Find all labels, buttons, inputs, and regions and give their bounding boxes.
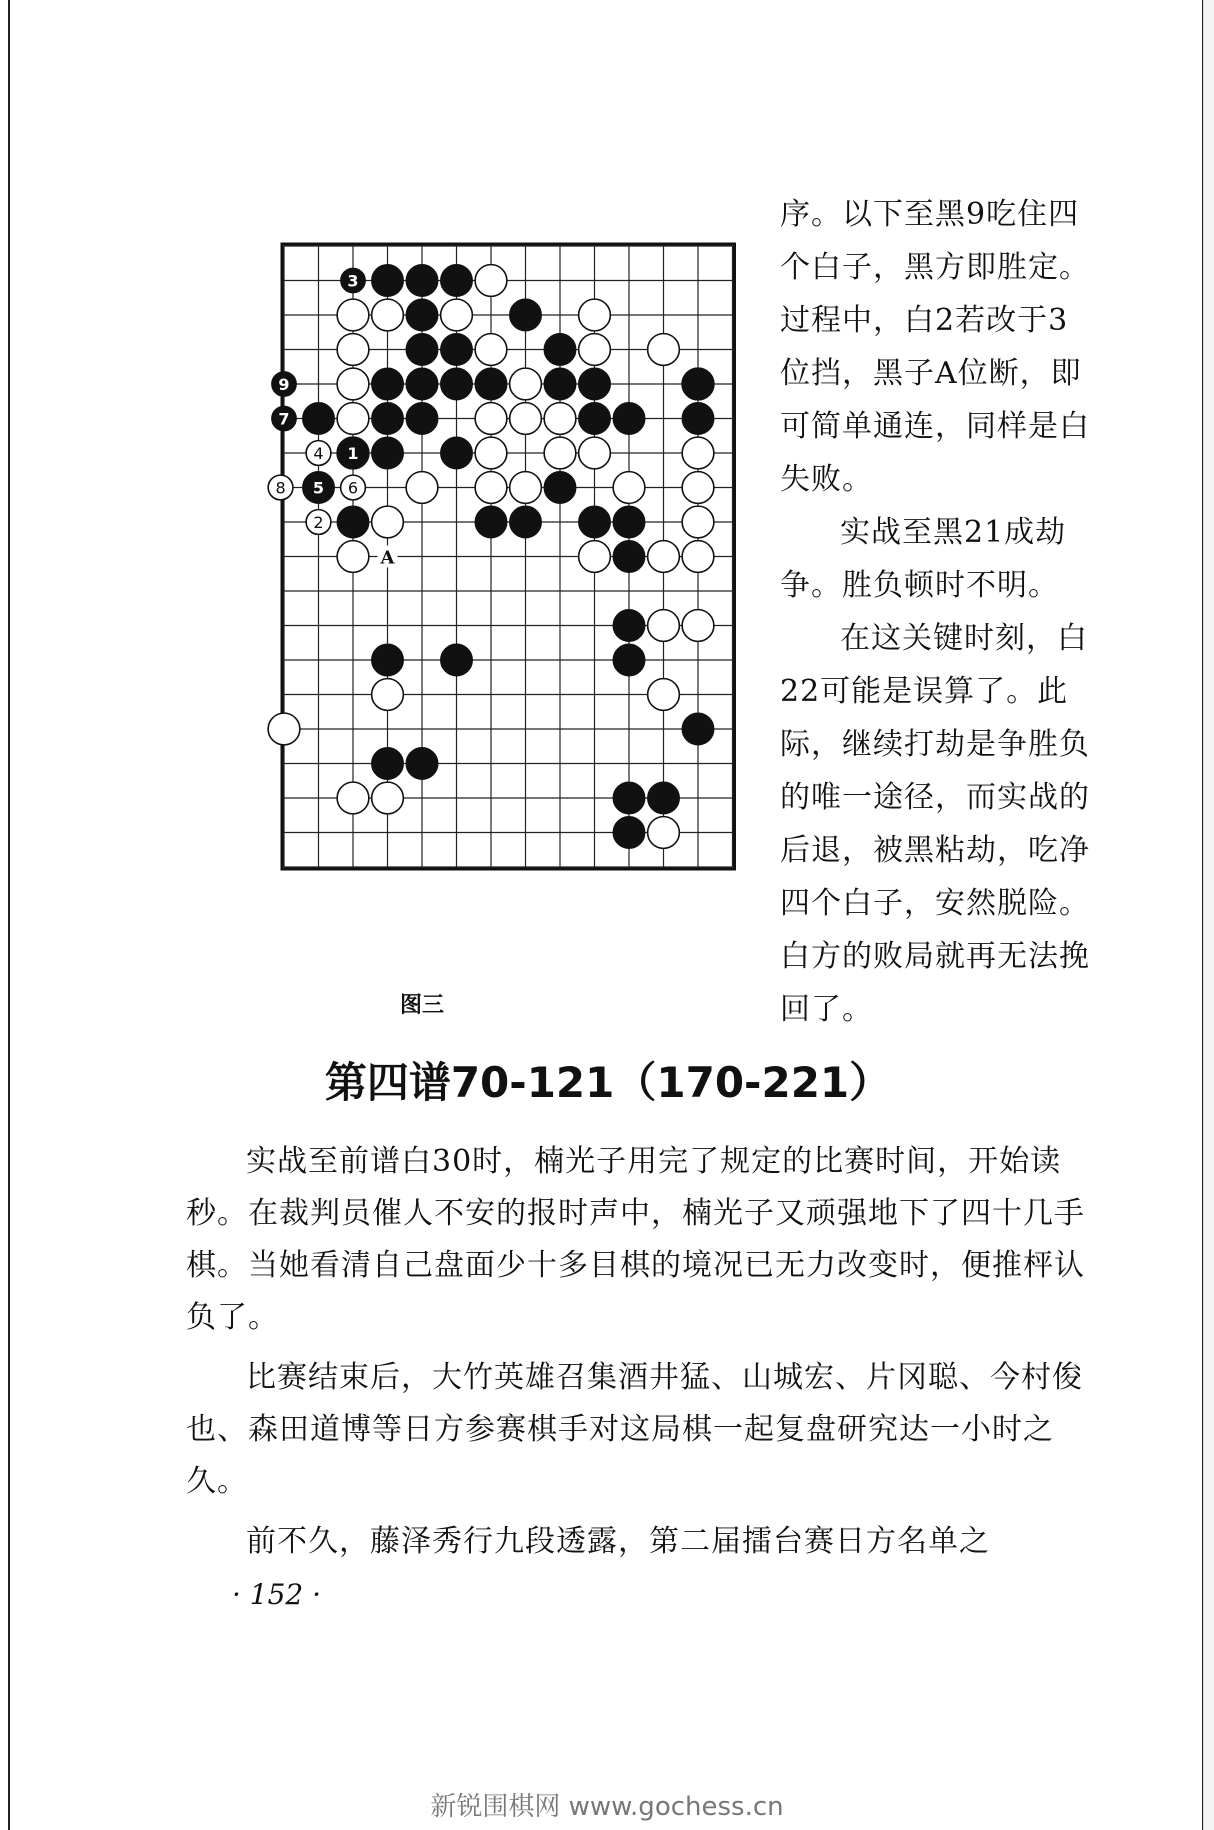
white-stone <box>372 506 404 538</box>
black-stone <box>613 782 645 814</box>
black-stone <box>544 472 576 504</box>
white-stone <box>579 437 611 469</box>
side-commentary <box>780 188 1096 1036</box>
black-stone <box>406 265 438 297</box>
black-stone <box>682 368 714 400</box>
black-stone <box>682 713 714 745</box>
white-stone <box>613 472 645 504</box>
white-stone <box>682 437 714 469</box>
black-stone <box>579 368 611 400</box>
black-stone <box>441 644 473 676</box>
white-stone <box>544 437 576 469</box>
white-stone <box>648 541 680 573</box>
white-stone <box>337 368 369 400</box>
black-stone <box>510 299 542 331</box>
white-stone <box>510 403 542 435</box>
black-stone <box>613 817 645 849</box>
white-stone <box>544 403 576 435</box>
move-number-label: 4 <box>313 444 324 463</box>
black-stone <box>372 748 404 780</box>
black-stone <box>372 644 404 676</box>
site-watermark: 新锐围棋网 www.gochess.cn <box>430 1792 784 1822</box>
white-stone <box>337 403 369 435</box>
go-board-diagram <box>238 220 768 950</box>
black-stone <box>510 506 542 538</box>
white-stone <box>682 610 714 642</box>
white-stone <box>372 679 404 711</box>
black-stone <box>372 368 404 400</box>
move-number-label: 7 <box>278 409 290 429</box>
white-stone <box>682 472 714 504</box>
book-page <box>8 0 1204 1830</box>
black-stone <box>544 334 576 366</box>
figure-caption: 图三 <box>400 993 445 1018</box>
white-stone <box>337 541 369 573</box>
black-stone <box>372 403 404 435</box>
white-stone <box>475 403 507 435</box>
white-stone <box>475 437 507 469</box>
white-stone <box>372 299 404 331</box>
black-stone <box>372 437 404 469</box>
move-number-label: 8 <box>275 478 286 498</box>
move-number-label: 2 <box>313 513 324 532</box>
white-stone <box>337 299 369 331</box>
page-number: · 152 · <box>232 1578 322 1611</box>
body-paragraph: 前不久，藤泽秀行九段透露，第二届擂台赛日方名单之 <box>246 1524 990 1559</box>
white-stone <box>337 334 369 366</box>
move-number-label: 5 <box>312 478 325 498</box>
black-stone <box>372 265 404 297</box>
black-stone <box>648 782 680 814</box>
black-stone <box>613 506 645 538</box>
black-stone <box>406 403 438 435</box>
white-stone <box>579 541 611 573</box>
black-stone <box>544 368 576 400</box>
go-board-figure <box>238 220 768 950</box>
black-stone <box>441 334 473 366</box>
white-stone <box>475 472 507 504</box>
black-stone <box>337 506 369 538</box>
black-stone <box>613 644 645 676</box>
white-stone <box>648 334 680 366</box>
black-stone <box>613 403 645 435</box>
body-text <box>186 1136 1086 1568</box>
body-paragraph: 比赛结束后，大竹英雄召集酒井猛、山城宏、片冈聪、今村俊也、森田道博等日方参赛棋手对这局棋一起复盘研究达一小时之久。 <box>186 1360 1083 1499</box>
black-stone <box>441 437 473 469</box>
black-stone <box>613 541 645 573</box>
white-stone <box>337 782 369 814</box>
black-stone <box>303 403 335 435</box>
black-stone <box>406 748 438 780</box>
black-stone <box>475 506 507 538</box>
white-stone <box>648 610 680 642</box>
white-stone <box>475 265 507 297</box>
section-heading: 第四谱70-121（170-221） <box>324 1058 892 1107</box>
black-stone <box>406 368 438 400</box>
white-stone <box>648 679 680 711</box>
white-stone <box>475 334 507 366</box>
white-stone <box>579 299 611 331</box>
white-stone <box>648 817 680 849</box>
side-paragraph: 实战至黑21成劫争。胜负顿时不明。 <box>780 515 1067 603</box>
black-stone <box>579 506 611 538</box>
move-number-label: 9 <box>278 375 290 394</box>
black-stone <box>406 334 438 366</box>
point-marker-label: A <box>380 547 395 569</box>
move-number-label: 3 <box>347 271 359 291</box>
black-stone <box>441 265 473 297</box>
white-stone <box>406 472 438 504</box>
move-number-label: 1 <box>347 444 359 463</box>
white-stone <box>579 334 611 366</box>
side-paragraph: 序。以下至黑9吃住四个白子，黑方即胜定。过程中，白2若改于3位挡，黑子A位断，即可简单通连，同样是白失败。 <box>780 197 1090 497</box>
black-stone <box>441 368 473 400</box>
white-stone <box>510 368 542 400</box>
white-stone <box>510 472 542 504</box>
black-stone <box>475 368 507 400</box>
white-stone <box>682 541 714 573</box>
move-number-label: 6 <box>347 478 359 498</box>
black-stone <box>613 610 645 642</box>
white-stone <box>441 299 473 331</box>
black-stone <box>579 403 611 435</box>
vertical-scrollbar[interactable] <box>1203 0 1214 1830</box>
black-stone <box>406 299 438 331</box>
white-stone <box>682 506 714 538</box>
white-stone <box>268 713 300 745</box>
side-paragraph: 在这关键时刻，白22可能是误算了。此际，继续打劫是争胜负的唯一途径，而实战的后退，被黑粘劫，吃净四个白子，安然脱险。白方的败局就再无法挽回了。 <box>780 621 1090 1027</box>
black-stone <box>682 403 714 435</box>
white-stone <box>372 782 404 814</box>
body-paragraph: 实战至前谱白30时，楠光子用完了规定的比赛时间，开始读秒。在裁判员催人不安的报时声中，楠光子又顽强地下了四十几手棋。当她看清自己盘面少十多目棋的境况已无力改变时，便推枰认负了。 <box>186 1144 1085 1335</box>
